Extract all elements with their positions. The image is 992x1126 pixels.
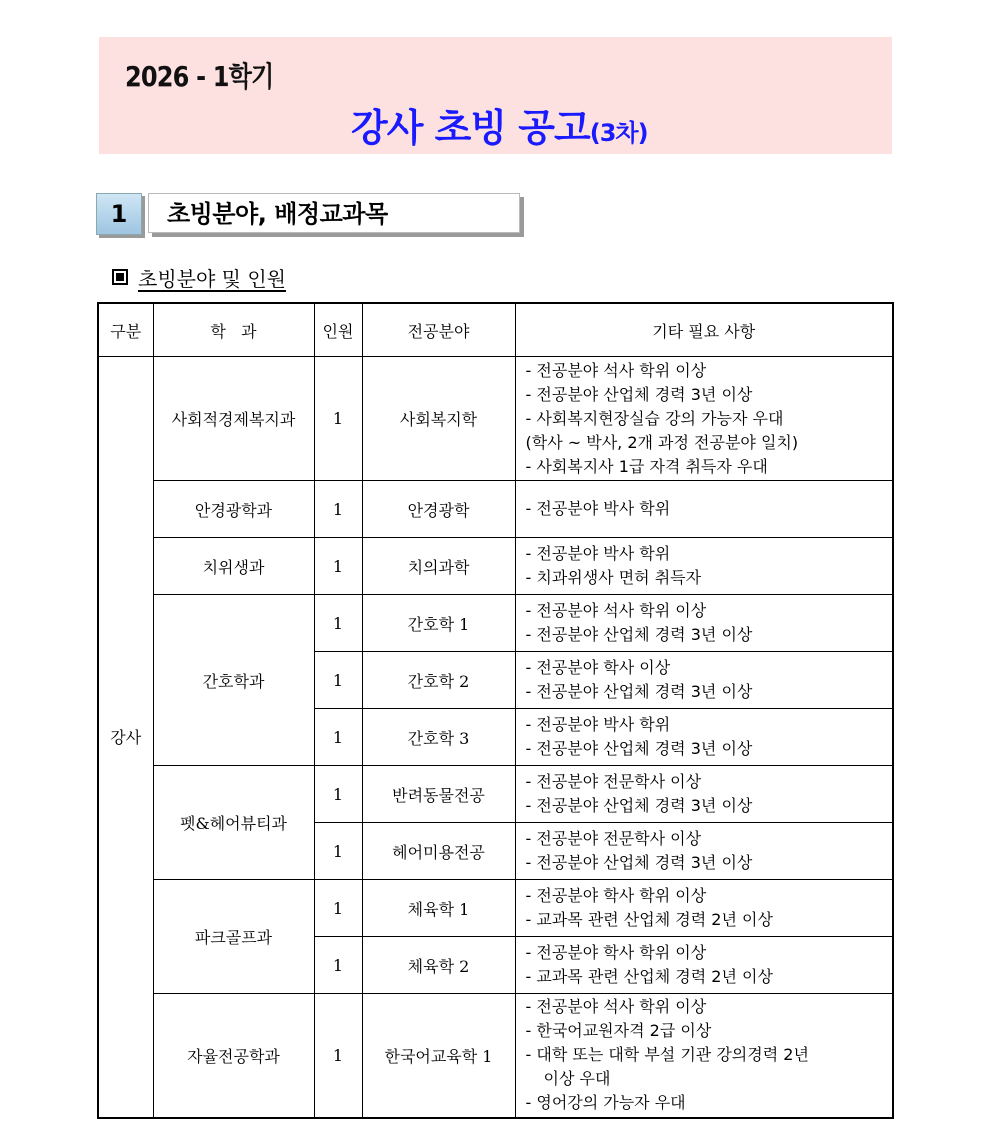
header-category: 구분 [98, 303, 153, 357]
subheading [112, 263, 286, 292]
count-cell: 1 [314, 937, 362, 994]
requirement-line: - 전공분야 석사 학위 이상 [525, 601, 707, 620]
field-cell: 간호학 3 [362, 709, 515, 766]
requirements-cell [515, 357, 893, 481]
requirements-cell [515, 880, 893, 937]
requirement-line: - 전공분야 산업체 경력 3년 이상 [525, 853, 753, 872]
requirement-line: - 교과목 관련 산업체 경력 2년 이상 [525, 967, 773, 986]
requirements-cell [515, 766, 893, 823]
field-cell: 체육학 1 [362, 880, 515, 937]
dept-cell: 펫&헤어뷰티과 [153, 766, 314, 880]
count-cell: 1 [314, 766, 362, 823]
field-cell: 한국어교육학 1 [362, 994, 515, 1118]
field-cell: 사회복지학 [362, 357, 515, 481]
table-row [98, 766, 893, 823]
requirement-line: - 전공분야 박사 학위 [525, 715, 671, 734]
count-cell: 1 [314, 595, 362, 652]
requirement-line: - 전공분야 학사 이상 [525, 658, 671, 677]
dept-cell: 자율전공학과 [153, 994, 314, 1118]
requirement-line: - 전공분야 전문학사 이상 [525, 829, 702, 848]
field-cell: 반려동물전공 [362, 766, 515, 823]
requirement-line: - 전공분야 학사 학위 이상 [525, 943, 707, 962]
requirement-line: - 전공분야 산업체 경력 3년 이상 [525, 682, 753, 701]
field-cell: 헤어미용전공 [362, 823, 515, 880]
requirement-line: - 사회복지사 1급 자격 취득자 우대 [525, 456, 768, 476]
requirement-line: - 치과위생사 면허 취득자 [525, 568, 702, 587]
requirements-cell [515, 481, 893, 538]
count-cell: 1 [314, 481, 362, 538]
round-label: (3차) [589, 119, 648, 147]
requirements-cell [515, 994, 893, 1118]
recruitment-table [97, 302, 894, 1119]
title-banner [99, 37, 892, 154]
field-cell: 치의과학 [362, 538, 515, 595]
requirements-cell [515, 709, 893, 766]
requirement-line: - 전공분야 박사 학위 [525, 544, 671, 563]
requirement-line: - 영어강의 가능자 우대 [525, 1093, 686, 1113]
table-row [98, 994, 893, 1118]
requirements-cell [515, 823, 893, 880]
dept-cell: 안경광학과 [153, 481, 314, 538]
requirement-line: - 사회복지현장실습 강의 가능자 우대 [525, 408, 784, 428]
table-header-row [98, 303, 893, 357]
table-row [98, 357, 893, 481]
section-title: 초빙분야, 배정교과목 [148, 193, 520, 233]
requirement-line: - 전공분야 학사 학위 이상 [525, 886, 707, 905]
requirement-line: - 전공분야 박사 학위 [525, 499, 671, 518]
announcement-title [351, 97, 648, 152]
table-row [98, 595, 893, 652]
requirement-line: - 전공분야 산업체 경력 3년 이상 [525, 739, 753, 758]
section-number-badge: 1 [96, 193, 142, 235]
field-cell: 체육학 2 [362, 937, 515, 994]
header-department: 학 과 [153, 303, 314, 357]
requirement-line: - 전공분야 산업체 경력 3년 이상 [525, 625, 753, 644]
square-bullet-icon [112, 269, 128, 285]
requirements-cell [515, 595, 893, 652]
requirement-line: - 전공분야 산업체 경력 3년 이상 [525, 796, 753, 815]
count-cell: 1 [314, 357, 362, 481]
table-row [98, 481, 893, 538]
requirements-cell [515, 652, 893, 709]
dept-cell: 파크골프과 [153, 880, 314, 994]
count-cell: 1 [314, 709, 362, 766]
count-cell: 1 [314, 538, 362, 595]
header-field: 전공분야 [362, 303, 515, 357]
count-cell: 1 [314, 823, 362, 880]
header-requirements: 기타 필요 사항 [515, 303, 893, 357]
requirement-line: - 전공분야 전문학사 이상 [525, 772, 702, 791]
title-text: 강사 초빙 공고 [351, 106, 590, 150]
requirement-line: - 대학 또는 대학 부설 기관 강의경력 2년 [525, 1045, 809, 1065]
count-cell: 1 [314, 652, 362, 709]
requirements-cell [515, 538, 893, 595]
field-cell: 안경광학 [362, 481, 515, 538]
dept-cell: 치위생과 [153, 538, 314, 595]
table-row [98, 880, 893, 937]
field-cell: 간호학 2 [362, 652, 515, 709]
requirement-line: - 교과목 관련 산업체 경력 2년 이상 [525, 910, 773, 929]
requirements-cell [515, 937, 893, 994]
requirement-line: 이상 우대 [543, 1069, 611, 1089]
table-row [98, 538, 893, 595]
section-heading [96, 193, 526, 239]
header-count: 인원 [314, 303, 362, 357]
count-cell: 1 [314, 880, 362, 937]
requirement-line: - 한국어교원자격 2급 이상 [525, 1021, 712, 1041]
term-label: 2026 - 1학기 [125, 60, 274, 93]
requirement-line: - 전공분야 석사 학위 이상 [525, 360, 707, 380]
count-cell: 1 [314, 994, 362, 1118]
dept-cell: 간호학과 [153, 595, 314, 766]
dept-cell: 사회적경제복지과 [153, 357, 314, 481]
field-cell: 간호학 1 [362, 595, 515, 652]
requirement-line: (학사 ~ 박사, 2개 과정 전공분야 일치) [525, 432, 799, 452]
category-cell: 강사 [98, 357, 153, 1118]
requirement-line: - 전공분야 석사 학위 이상 [525, 997, 707, 1017]
subheading-text: 초빙분야 및 인원 [138, 267, 286, 291]
requirement-line: - 전공분야 산업체 경력 3년 이상 [525, 384, 753, 404]
